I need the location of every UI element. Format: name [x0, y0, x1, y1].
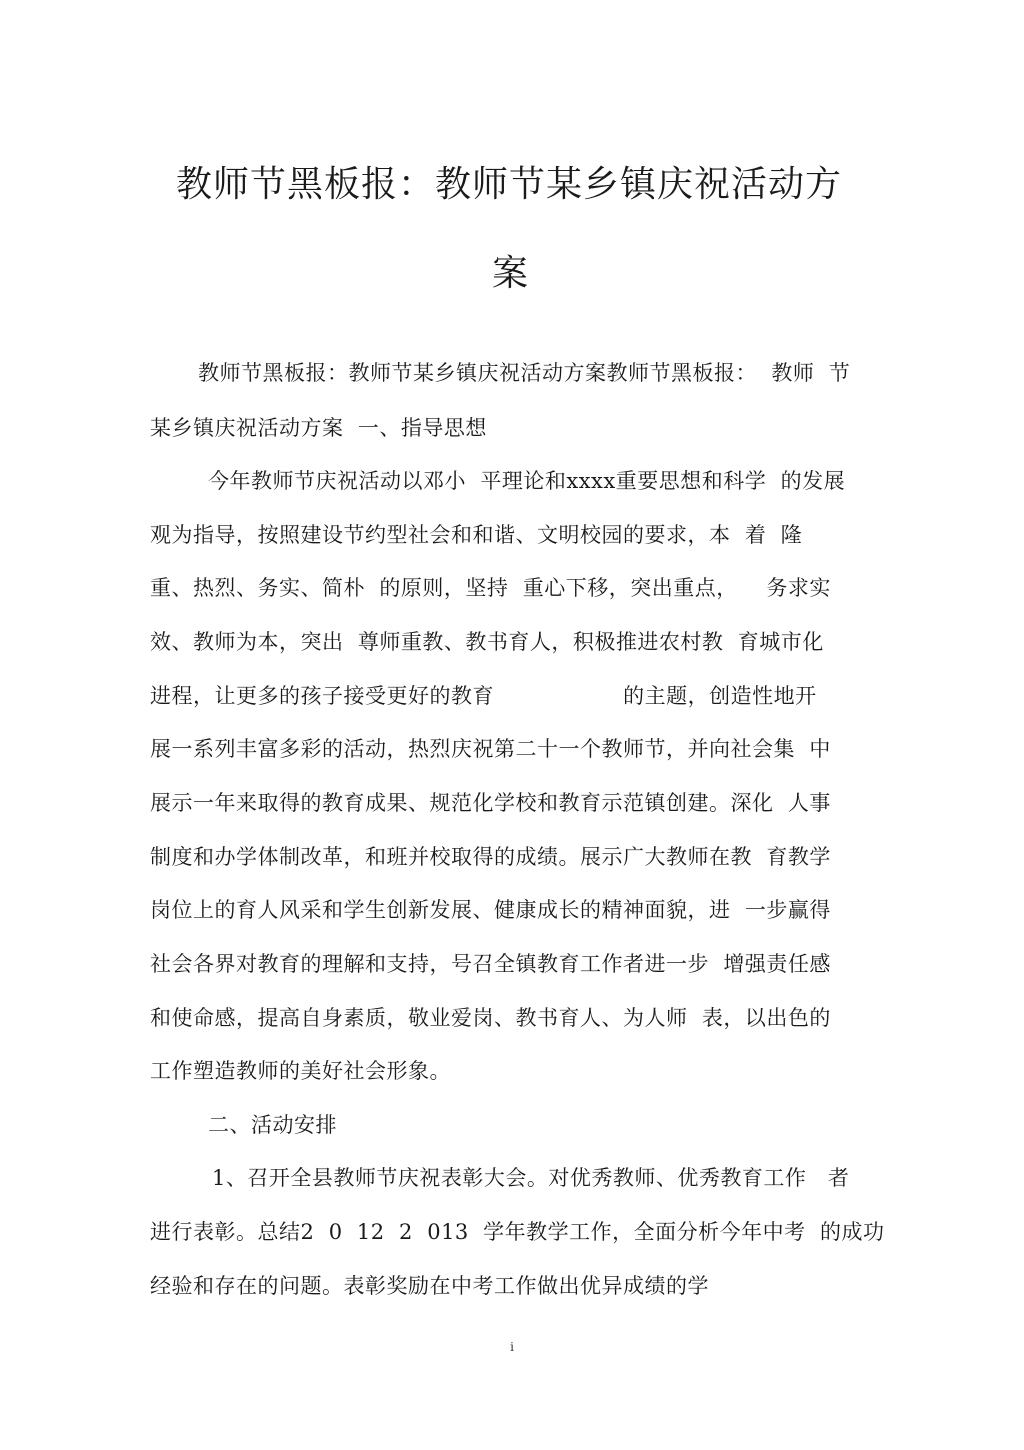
body-line: 进程，让更多的孩子接受更好的教育 的主题，创造性地开 [150, 684, 817, 708]
body-line: 展示一年来取得的教育成果、规范化学校和教育示范镇创建。深化 人事 [150, 791, 831, 815]
body-line: 展一系列丰富多彩的活动，热烈庆祝第二十一个教师节，并向社会集 中 [150, 737, 831, 761]
body-line: 制度和办学体制改革，和班并校取得的成绩。展示广大教师在教 育教学 [150, 845, 831, 869]
body-line: 进行表彰。总结2 0 12 2 013 学年教学工作，全面分析今年中考 的成功 [150, 1220, 885, 1244]
document-title-line-1: 教师节黑板报：教师节某乡镇庆祝活动方 [176, 164, 843, 205]
body-line: 经验和存在的问题。表彰奖励在中考工作做出优异成绩的学 [150, 1274, 709, 1298]
body-line: 观为指导，按照建设节约型社会和和谐、文明校园的要求，本 着 隆 [150, 523, 803, 547]
page-number: i [510, 1340, 514, 1354]
body-line: 工作塑造教师的美好社会形象。 [150, 1059, 451, 1083]
body-line: 和使命感，提高自身素质，敬业爱岗、教书育人、为人师 表，以出色的 [150, 1006, 831, 1030]
section-heading: 二、活动安排 [208, 1113, 337, 1137]
body-line: 今年教师节庆祝活动以邓小 平理论和xxxx重要思想和科学 的发展 [208, 469, 846, 493]
body-line: 某乡镇庆祝活动方案 一、指导思想 [150, 416, 487, 440]
body-line: 重、热烈、务实、简朴 的原则，坚持 重心下移，突出重点， 务求实 [150, 576, 831, 600]
body-line: 1、召开全县教师节庆祝表彰大会。对优秀教师、优秀教育工作 者 [212, 1166, 850, 1190]
body-line: 社会各界对教育的理解和支持，号召全镇教育工作者进一步 增强责任感 [150, 952, 831, 976]
body-line: 岗位上的育人风采和学生创新发展、健康成长的精神面貌，进 一步赢得 [150, 898, 831, 922]
body-line: 教师节黑板报：教师节某乡镇庆祝活动方案教师节黑板报： 教师 节 [198, 361, 851, 385]
document-title-line-2: 案 [492, 253, 530, 294]
body-line: 效、教师为本，突出 尊师重教、教书育人，积极推进农村教 育城市化 [150, 630, 824, 654]
